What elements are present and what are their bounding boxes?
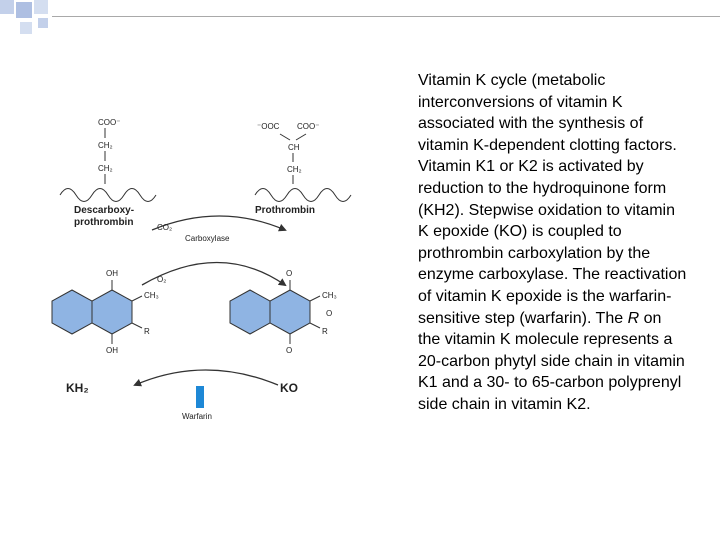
corner-square bbox=[38, 18, 48, 28]
corner-rule bbox=[52, 16, 720, 17]
oh-bottom-label: OH bbox=[106, 346, 118, 355]
corner-decoration bbox=[0, 0, 720, 40]
r-label: R bbox=[322, 327, 328, 336]
ch2-label: CH₂ bbox=[98, 141, 113, 150]
caption-text bbox=[418, 70, 688, 416]
warfarin-label: Warfarin bbox=[182, 412, 212, 421]
corner-square bbox=[0, 0, 14, 14]
quinone-ring bbox=[92, 290, 132, 334]
caption-part1: Vitamin K cycle (metabolic interconversions of vitamin K associated with the synthesis of vitamin K-dependent clotting factors. Vitamin K1 or K2 is activated by reduction to the hydroquinone form (KH2). Stepwise oxidation to vitamin K epoxide (KO) is coupled to prothrombin carboxylation by the enzyme carboxylase. The reactivation of vitamin K epoxide is the warfarin-sensitive step (warfarin). The bbox=[418, 72, 687, 327]
co2-label: CO₂ bbox=[157, 223, 173, 232]
bond-line bbox=[310, 296, 320, 301]
descarboxyprothrombin-name-line2: prothrombin bbox=[74, 217, 134, 228]
o2-label: O₂ bbox=[157, 275, 167, 284]
prothrombin-structure bbox=[255, 122, 351, 216]
descarboxyprothrombin-name-line1: Descarboxy- bbox=[74, 205, 135, 216]
bond-line bbox=[132, 296, 142, 301]
coo-right-label: COO⁻ bbox=[297, 122, 320, 131]
prothrombin-name: Prothrombin bbox=[255, 205, 315, 216]
o-bottom-label: O bbox=[286, 346, 293, 355]
benzene-ring bbox=[230, 290, 270, 334]
kh2-structure bbox=[52, 269, 159, 395]
corner-square bbox=[20, 22, 32, 34]
descarboxyprothrombin-structure bbox=[60, 118, 156, 228]
o-top-label: O bbox=[286, 269, 293, 278]
quinone-ring bbox=[270, 290, 310, 334]
ch3-label: CH₃ bbox=[322, 291, 337, 300]
bond-line bbox=[132, 323, 142, 328]
corner-square bbox=[16, 2, 32, 18]
ko-label: KO bbox=[280, 381, 298, 395]
carboxylase-label: Carboxylase bbox=[185, 234, 230, 243]
coo-label: COO⁻ bbox=[98, 118, 121, 127]
peptide-chain bbox=[255, 189, 351, 202]
coo-left-label: ⁻OOC bbox=[257, 122, 280, 131]
caption-r-emphasis: R bbox=[627, 309, 640, 327]
kh2-label: KH₂ bbox=[66, 381, 89, 395]
caption-part2: on the vitamin K molecule represents a 20-carbon phytyl side chain in vitamin K1 and a 30- to 65-carbon polyprenyl side chain in vitamin K2. bbox=[418, 309, 685, 413]
peptide-chain bbox=[60, 189, 156, 202]
ch2-label: CH₂ bbox=[287, 165, 302, 174]
ch2-label: CH₂ bbox=[98, 164, 113, 173]
bond-line bbox=[296, 134, 306, 140]
epoxide-o-label: O bbox=[326, 309, 333, 318]
ch3-label: CH₃ bbox=[144, 291, 159, 300]
bond-line bbox=[280, 134, 290, 140]
vitamin-k-cycle-diagram bbox=[30, 110, 380, 430]
warfarin-block-bar bbox=[196, 386, 204, 408]
reduction-arrow bbox=[135, 370, 278, 385]
corner-square bbox=[34, 0, 48, 14]
benzene-ring bbox=[52, 290, 92, 334]
ko-structure bbox=[230, 269, 337, 395]
bond-line bbox=[310, 323, 320, 328]
ch-label: CH bbox=[288, 143, 300, 152]
oh-top-label: OH bbox=[106, 269, 118, 278]
r-label: R bbox=[144, 327, 150, 336]
